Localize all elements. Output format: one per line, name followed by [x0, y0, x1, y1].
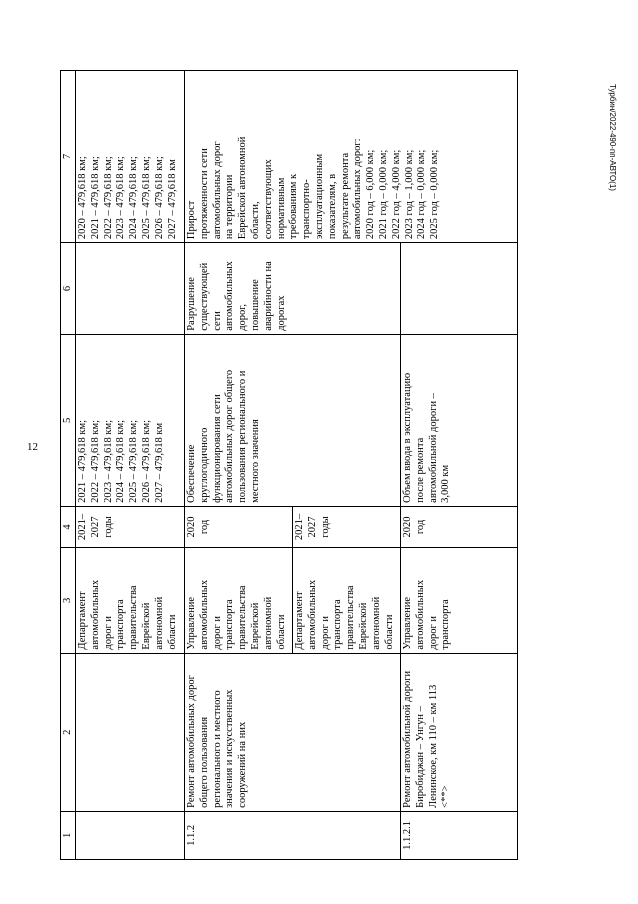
cell-executor: [185, 548, 293, 654]
text-line: функционирования сети: [211, 394, 223, 503]
text-line: 2022 – 479,618 км;: [102, 156, 114, 240]
column-header: 2: [61, 653, 76, 811]
header-row: [61, 71, 76, 860]
text-line: 2021–: [294, 513, 305, 541]
text-line: автомобильных дорог общего: [224, 369, 236, 503]
text-line: протяженности сети: [198, 148, 210, 240]
cell-indicator: [185, 71, 518, 243]
cell-executor: [293, 548, 401, 654]
text-line: дорог и: [211, 615, 223, 650]
column-header: 7: [61, 71, 76, 243]
text-line: Департамент: [294, 591, 305, 650]
text-line: дорог и: [427, 615, 439, 650]
text-line: автономной: [153, 596, 165, 650]
text-line: Управление: [186, 596, 197, 650]
cell-consequence: [76, 243, 185, 335]
data-table: [60, 70, 518, 860]
text-line: области: [383, 614, 395, 650]
cell-consequence: [185, 243, 401, 335]
text-line: год: [414, 519, 426, 535]
text-line: значения и искусственных: [224, 689, 236, 808]
text-line: Прирост: [186, 200, 197, 240]
cell-executor: [76, 548, 185, 654]
text-line: автомобильных: [414, 579, 426, 650]
text-line: годы: [102, 516, 114, 538]
text-line: <**>: [440, 785, 452, 808]
text-line: год: [198, 519, 210, 535]
text-line: 2024 год – 0,000 км;: [416, 149, 428, 240]
text-line: регионального и местного: [211, 690, 223, 808]
cell-result: [185, 334, 401, 506]
text-line: правительства: [237, 585, 249, 650]
document-id: Турбин/2022-490-пп-АВТО(1): [608, 84, 617, 191]
text-line: автомобильных дорог: [211, 141, 223, 240]
text-line: 2023 год – 1,000 км;: [403, 149, 415, 240]
text-line: транспорта: [224, 599, 236, 650]
text-line: Ремонт автомобильных дорог: [186, 675, 197, 808]
text-line: 2020: [186, 516, 197, 538]
cell-event: [185, 653, 401, 811]
text-line: 2021 – 479,618 км;: [77, 419, 88, 503]
text-line: 2026 – 479,618 км;: [153, 156, 165, 240]
text-line: 2027: [89, 516, 101, 538]
text-line: нормативным: [275, 177, 287, 240]
text-line: круглогодичного: [198, 427, 210, 503]
text-line: 2022 год – 4,000 км;: [390, 149, 402, 240]
text-line: автомобильных: [89, 579, 101, 650]
text-line: 2021–: [77, 513, 88, 541]
text-line: сооружений на них: [237, 721, 249, 808]
cell-event: [76, 653, 185, 811]
text-line: Разрушение: [186, 277, 197, 331]
column-header: 3: [61, 548, 76, 654]
text-line: 2027: [306, 516, 318, 538]
text-line: дорог и: [319, 615, 331, 650]
text-line: дорог,: [237, 303, 249, 331]
text-line: Объем ввода в эксплуатацию: [402, 372, 413, 503]
text-line: годы: [319, 516, 331, 538]
cell-indicator: [76, 71, 185, 243]
table-row: [76, 71, 185, 860]
text-line: транспорта: [115, 599, 127, 650]
text-line: Еврейской: [140, 602, 152, 650]
text-line: соответствующих: [262, 159, 274, 240]
text-line: 2020 год – 6,000 км;: [365, 149, 377, 240]
text-line: автономной: [262, 596, 274, 650]
cell-result: [401, 334, 518, 506]
text-line: 2024 – 479,618 км;: [115, 419, 127, 503]
text-line: 2023 – 479,618 км;: [102, 419, 114, 503]
text-line: 2021 – 479,618 км;: [89, 156, 101, 240]
text-line: 2027 – 479,618 км: [166, 159, 178, 240]
text-line: общего пользования: [198, 716, 210, 808]
text-line: 2026 – 479,618 км;: [140, 419, 152, 503]
text-line: сети: [211, 311, 223, 331]
text-line: Еврейской автономной: [237, 136, 249, 240]
column-header: 1: [61, 811, 76, 859]
column-header: 5: [61, 334, 76, 506]
text-line: дорог и: [102, 615, 114, 650]
text-line: показателям, в: [326, 173, 338, 240]
text-line: 2024 – 479,618 км;: [128, 156, 140, 240]
rotated-table-container: [60, 70, 518, 860]
text-line: 2025 – 479,618 км;: [128, 419, 140, 503]
text-line: аварийности на: [262, 261, 274, 331]
text-line: 2022 – 479,618 км;: [89, 419, 101, 503]
text-line: 2023 – 479,618 км;: [115, 156, 127, 240]
text-line: 2020 – 479,618 км;: [77, 156, 88, 240]
text-line: после ремонта: [414, 437, 426, 503]
text-line: дорогах: [275, 295, 287, 331]
cell-consequence: [401, 243, 518, 335]
text-line: 3,000 км: [440, 464, 452, 503]
page-number: 12: [27, 441, 38, 453]
text-line: транспортно-: [301, 179, 313, 240]
text-line: автомобильных: [306, 579, 318, 650]
text-line: на территории: [224, 174, 236, 240]
text-line: автомобильных дорог:: [352, 138, 364, 240]
text-line: транспорта: [440, 599, 452, 650]
cell-number: 1.1.2.1: [401, 811, 518, 859]
text-line: автономной: [370, 596, 382, 650]
cell-period: [76, 506, 185, 547]
column-header: 6: [61, 243, 76, 335]
text-line: правительства: [345, 585, 357, 650]
column-header: 4: [61, 506, 76, 547]
text-line: пользования регионального и: [237, 370, 249, 503]
text-line: Обеспечение: [186, 444, 197, 503]
text-line: 2021 год – 0,000 км;: [377, 149, 389, 240]
text-line: автомобильной дороги –: [427, 393, 439, 503]
text-line: 2025 год – 0,000 км;: [429, 149, 441, 240]
cell-result: [76, 334, 185, 506]
text-line: 2020: [402, 516, 413, 538]
text-line: требованиям к: [288, 173, 300, 240]
text-line: автомобильных: [224, 261, 236, 331]
text-line: транспорта: [332, 599, 344, 650]
text-line: автомобильных: [198, 579, 210, 650]
text-line: Ленинское, км 110 – км 113: [427, 684, 439, 808]
text-line: области: [166, 614, 178, 650]
cell-period: [185, 506, 293, 547]
text-line: местного значения: [249, 419, 261, 503]
text-line: Ремонт автомобильной дороги: [402, 670, 413, 808]
text-line: существующей: [198, 262, 210, 331]
text-line: Департамент: [77, 591, 88, 650]
text-line: Еврейской: [249, 602, 261, 650]
cell-number: [76, 811, 185, 859]
text-line: Управление: [402, 596, 413, 650]
cell-period: [401, 506, 518, 547]
text-line: Биробиджан – Унгун –: [414, 706, 426, 808]
text-line: правительства: [128, 585, 140, 650]
cell-number: 1.1.2: [185, 811, 401, 859]
cell-executor: [401, 548, 518, 654]
text-line: 2027 – 479,618 км: [153, 422, 165, 503]
text-line: результате ремонта: [339, 152, 351, 240]
text-line: повышение: [249, 279, 261, 331]
text-line: 2025 – 479,618 км;: [140, 156, 152, 240]
text-line: Еврейской: [357, 602, 369, 650]
table-row: [185, 71, 293, 860]
text-line: эксплуатационным: [313, 153, 325, 240]
text-line: области,: [249, 201, 261, 240]
cell-event: [401, 653, 518, 811]
cell-period: [293, 506, 401, 547]
text-line: области: [275, 614, 287, 650]
